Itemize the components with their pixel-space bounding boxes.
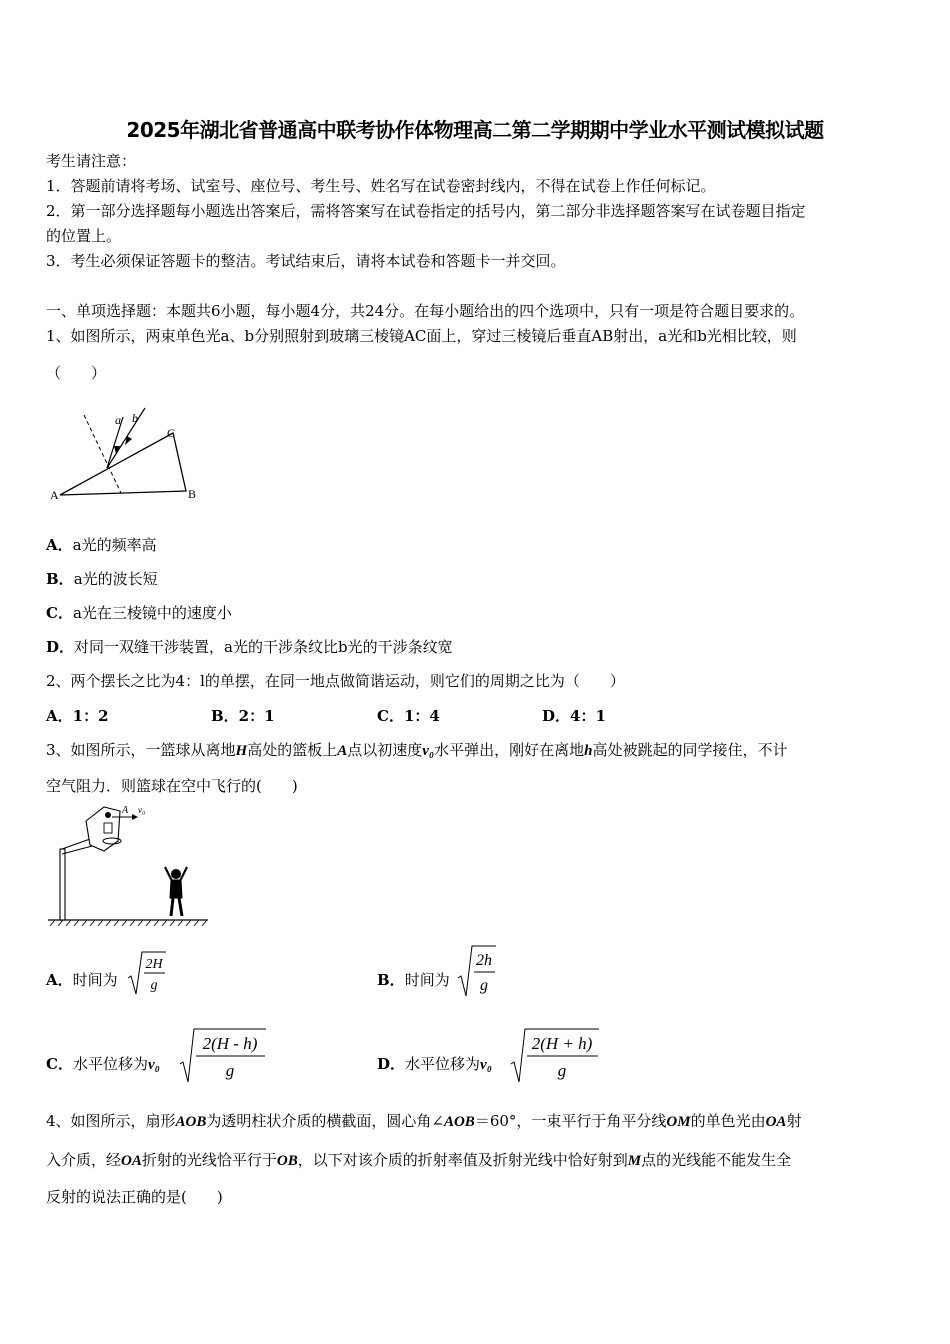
label-b: b xyxy=(132,411,138,425)
label-C: C xyxy=(167,426,176,440)
notice-item: 2．第一部分选择题每小题选出答案后，需将答案写在试卷指定的括号内，第二部分非选择题答案写在试卷题目指定 xyxy=(46,202,806,220)
q1-stem-bracket: （ ） xyxy=(46,364,107,382)
notice-heading: 考生请注意： xyxy=(46,152,137,170)
pole-arm xyxy=(62,845,96,854)
label-B: B xyxy=(188,487,197,501)
denominator: g xyxy=(480,977,488,994)
label-v0: v₀ xyxy=(138,805,146,815)
q3-option-b[interactable]: B．时间为 xyxy=(377,971,450,989)
numerator: 2H xyxy=(145,957,163,972)
sqrt-2h-over-g xyxy=(456,942,498,1000)
pole xyxy=(60,849,65,920)
q3-option-c[interactable]: C．水平位移为v₀ xyxy=(46,1055,160,1073)
q4-stem-line3: 反射的说法正确的是( ) xyxy=(46,1188,223,1206)
sqrt-2-H-plus-h-over-g xyxy=(509,1026,601,1084)
q1-stem: 1、如图所示，两束单色光a、b分别照射到玻璃三棱镜AC面上，穿过三棱镜后垂直AB射出，a光和b光相比较，则 xyxy=(46,327,797,345)
section-heading: 一、单项选择题：本题共6小题，每小题4分，共24分。在每小题给出的四个选项中，只有一项是符合题目要求的。 xyxy=(46,302,805,320)
denominator: g xyxy=(557,1061,567,1080)
notice-item: 1．答题前请将考场、试室号、座位号、考生号、姓名写在试卷密封线内，不得在试卷上作任何标记。 xyxy=(46,177,716,195)
q2-option-d[interactable]: D．4：1 xyxy=(542,707,606,725)
q2-option-b[interactable]: B．2：1 xyxy=(211,707,275,725)
label-a: a xyxy=(115,413,121,427)
label-A: A xyxy=(50,488,59,502)
ball xyxy=(105,812,111,818)
notice-item: 3．考生必须保证答题卡的整洁。考试结束后，请将本试卷和答题卡一并交回。 xyxy=(46,252,566,270)
q3-stem: 3、如图所示，一篮球从离地H高处的篮板上A点以初速度v₀水平弹出，刚好在离地h高处被跳起的同学接住，不计 xyxy=(46,741,788,759)
sqrt-2H-over-g xyxy=(126,948,168,1000)
q2-option-a[interactable]: A．1：2 xyxy=(46,707,109,725)
q3-option-a[interactable]: A．时间为 xyxy=(46,971,118,989)
q4-stem-line2: 入介质，经OA折射的光线恰平行于OB，以下对该介质的折射率值及折射光线中恰好射到M点的光线能不能发生全 xyxy=(46,1151,792,1169)
numerator: 2(H - h) xyxy=(202,1034,258,1053)
q1-option-d[interactable]: D．对同一双缝干涉装置，a光的干涉条纹比b光的干涉条纹宽 xyxy=(46,638,453,656)
q1-option-b[interactable]: B．a光的波长短 xyxy=(46,570,158,588)
label-A: A xyxy=(122,805,129,816)
paper-title: 2025年湖北省普通高中联考协作体物理高二第二学期期中学业水平测试模拟试题 xyxy=(126,118,824,142)
basketball-figure xyxy=(46,803,216,928)
prism-figure xyxy=(46,400,216,510)
q1-option-a[interactable]: A．a光的频率高 xyxy=(46,536,157,554)
q3-stem-line2: 空气阻力．则篮球在空中飞行的( ) xyxy=(46,777,298,795)
q2-option-c[interactable]: C．1：4 xyxy=(377,707,440,725)
notice-item: 的位置上。 xyxy=(46,227,122,245)
denominator: g xyxy=(150,978,158,993)
numerator: 2(H + h) xyxy=(531,1034,593,1053)
ground-hatch xyxy=(50,920,207,926)
numerator: 2h xyxy=(476,952,492,969)
denominator: g xyxy=(225,1061,235,1080)
q1-option-c[interactable]: C．a光在三棱镜中的速度小 xyxy=(46,604,232,622)
sqrt-2-H-minus-h-over-g xyxy=(178,1026,268,1084)
q3-option-d[interactable]: D．水平位移为v₀ xyxy=(377,1055,492,1073)
jumping-student xyxy=(165,867,187,916)
q4-stem-line1: 4、如图所示，扇形AOB为透明柱状介质的横截面，圆心角∠AOB＝60°，一束平行于角平分线OM的单色光由OA射 xyxy=(46,1112,802,1130)
q2-stem: 2、两个摆长之比为4：l的单摆，在同一地点做简谐运动，则它们的周期之比为（ ） xyxy=(46,672,625,690)
